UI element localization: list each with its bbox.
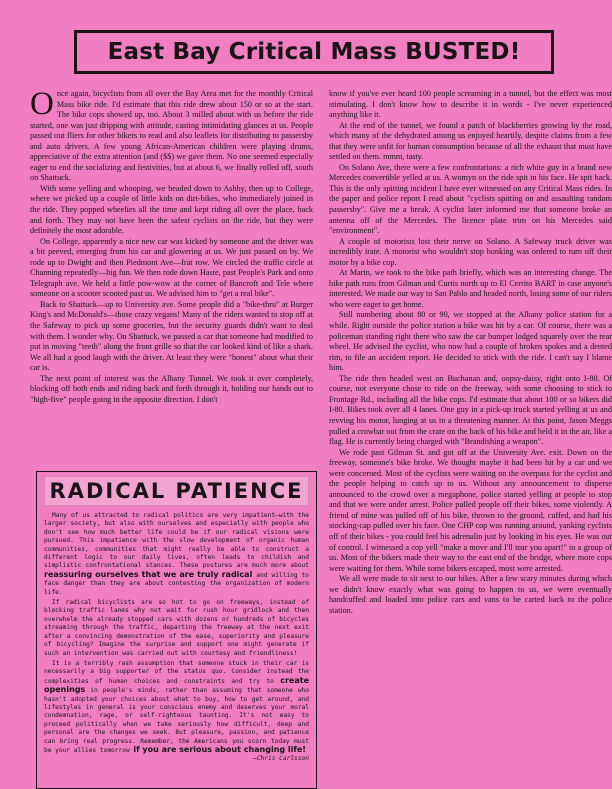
- article-paragraph: We all were made to sit next to our bikes. After a few scary minutes during which we didn't know exactly what was going to happen to us, we were eventually handcuffed and loaded into police cars and vans to be carted back to the police station.: [329, 574, 612, 615]
- article-paragraph: At Marin, we took to the bike path briefly, which was an interesting change. The bike path runs from Gilman and Curtis north up to El Cerrito BART in case anyone's interested. We made our way to San Pablo and headed north, losing some of our riders who were eager to get home.: [329, 268, 612, 309]
- right-column: [329, 89, 612, 785]
- article-paragraph: know if you've ever heard 100 people screaming in a tunnel, but the effect was most stimulating. I don't know how to describe it in words - I've never experienced anything like it.: [329, 89, 612, 120]
- article-paragraph: Still numbering about 80 or 90, we stopped at the Albany police station for a while. Right outside the police station a bike was hit by a car. Of course, there was a policeman standing right there who saw the car bumper lodged squarely over the rear wheel. He advised the cyclist, who now had a couple of broken spokes and a dented rim, to file an accident report. He decided to stick with the ride. I can't say I blame him.: [329, 310, 612, 373]
- sidebar-title: RADICAL PATIENCE: [49, 479, 304, 503]
- drop-cap: O: [30, 89, 54, 122]
- article-paragraph: At the end of the tunnel, we found a patch of blackberries growing by the road, which many of the dehydrated among us enjoyed heartily, despite claims from a few that they were unfit for human consumption because of all the exhaust that must have settled on them. mmm, tasty.: [329, 120, 612, 162]
- sidebar-body: [44, 512, 309, 763]
- sidebar-paragraph: It is a terribly rash assumption that someone stuck in their car is necessarily a big supporter of the status quo. Consider instead the complexities of human choices and constraints and try to create openings in people's minds, rather than assuming that someone who hasn't adopted your choices about what to buy, how to get around, and lifestyles in general is your conscious enemy and deserves your moral condemnation, rage, or self-righteous taunting. It's not easy to proceed politically when we take seriously how difficult, deep and personal are the changes we seek. But pleasure, passion, and patience can bring real progress. Remember, the Americans you scorn today must be your allies tomorrow if you are serious about changing life! —Chris Carlsson: [44, 659, 309, 763]
- article-paragraph: Once again, bicyclists from all over the Bay Area met for the monthly Critical Mass bike ride. I'd estimate that this ride drew about 150 or so at the start. The bike cops showed up, too. About 3 milled about with us before the ride started, one was just dripping with attitude, casting intimidating glances at us. People passed out fliers for other bikers to read and also leaflets for distributing to passersby and auto drivers. A few young African-American children were playing drums, appreciative of the extra attention (and ($$) we gave them. No one seemed especially eager to end the socializing and festivities, but at about 6, we finally rolled off, south on Shattuck.: [30, 89, 313, 183]
- article-paragraph: On Solano Ave, there were a few confrontations: a rich white guy in a brand new Mercedes convertible yelled at us. A womyn on the ride spit in his face. He spit back. This is the only spitting incident I have ever witnessed on any Critical Mass rides. In the paper and police report I read about "cyclists spitting on and assaulting random passersby". Give me a break. A cyclist later informed me that someone broke an antenna off of the Mercedes. The licence plate trim on his Mercedes said "environment".: [329, 162, 612, 236]
- sidebar-title-band: [44, 476, 309, 506]
- article-paragraph: The next point of interest was the Albany Tunnel. We took it over completely, blocking off both ends and riding back and forth through it, holding our hands out to "high-five" people going in the opposite direction. I don't: [30, 373, 313, 404]
- article-paragraph: With some yelling and whooping, we headed down to Ashby, then up to College, where we picked up a couple of little kids on dirt-bikes, who immediately joined in the ride. They popped wheelies all the time and kept riding all over the place, back and forth. They may not have been the safest cyclists on the ride, but they were definitely the most adorable.: [30, 183, 313, 236]
- headline-box: [74, 30, 554, 74]
- article-paragraph: The ride then headed west on Buchanan and, oopsy-daisy, right onto I-80. Of course, not everyone chose to ride on the freeway, with some choosing to stick to Frontage Rd., including all the bike cops. I'd estimate that about 100 or so bikers did I-80. Bikes took over all 4 lanes. One guy in a pick-up truck started yelling at us and revving his motor, lunging at us in a threatening manner. At this point, Jason Meggs pulled a crowbar out from the crate on the back of his bike and held it in the air, like a flag. He is currently being charged with "Brandishing a weapon".: [329, 373, 612, 447]
- sidebar-paragraph: If radical bicyclists are so hot to go on freeways, instead of blocking traffic lanes why not wait for rush hour gridlock and then overwhelm the already stopped cars with dozens or hundreds of bicycles streaming through the traffic, departing the freeway at the next exit after a convincing demonstration of the ease, superiority and pleasure of bicycling? Imagine the surprise and support one might generate if such an intervention was carried out with courtesy and friendliness!: [44, 599, 309, 657]
- article-paragraph: Back to Shattuck—up to University ave. Some people did a "bike-thru" at Burger King's and McDonald's—those crazy vegans! Many of the riders wanted to stop off at the Safeway to pick up some groceries, but the security guards didn't want to deal with them. I wonder why. On Shattuck, we passed a car that someone had modified to put in moving "teeth" along the front grille so that the car looked kind of like a shark. We all had a good laugh with the driver. At least they were "honest" about what their car is.: [30, 299, 313, 373]
- left-column: [30, 89, 313, 467]
- article-paragraph: We rode past Gilman St. and got off at the University Ave. exit. Down on the freeway, someone's bike broke. We thought maybe it had been hit by a car and we were concerned. Most of the cyclists were waiting on the overpass for the cyclist and the people helping to catch up to us. Without any announcement to disperse announced to the crowd over a megaphone, police started yelling at people to stop and that we were under arrest. Police pulled people off their bikes, some violently. A friend of mine was pulled off of his bike, thrown to the ground, cuffed, and had his stocking-cap pulled over his face. One CHP cop was running around, yanking cyclists off of their bikes - you could feel his adrenalin just by looking in his eyes. He was out of control. I witnessed a cop yell "make a move and I'll tear you apart!" to a group of us. Most of the bikers made their way to the east end of the bridge, where more cops were waiting for them. While some bikers escaped, most were arrested.: [329, 447, 612, 573]
- newsletter-page: [16, 14, 612, 776]
- byline: —Chris Carlsson: [253, 755, 309, 763]
- headline: East Bay Critical Mass BUSTED!: [107, 39, 521, 65]
- sidebar-paragraph: Many of us attracted to radical politics are very impatient—with the larger society, but also with ourselves and especially with people who don't see how much better life could be if our radical visions were pursued. This impatience with the slow development of organic human communities, communities that might really be able to construct a different logic to our daily lives, often leads to childish and simplistic confrontational stances. These postures are much more about reassuring ourselves that we are truly radical and willing to face danger than they are about contesting the organization of modern life.: [44, 512, 309, 596]
- article-paragraph: A couple of motorists lost their nerve on Solano. A Safeway truck driver was incredibly irate. A motorist who wouldn't stop honking was ordered to turn off their motor by a bike cop.: [329, 236, 612, 267]
- radical-patience-sidebar: [36, 471, 317, 789]
- article-paragraph: On College, apparently a nice new car was kicked by someone and the driver was a bit peeved, emerging from his car and glowering at us. We just passed on by. We rode up to Dwight and then Piedmont Ave—frat row. We circled the traffic circle at Channing repeatedly—big fun. We then rode down Haste, past People's Park and onto Telegraph ave. We held a little pow-wow at the corner of Bancroft and Tele where someone on a scooter scooted past us. We advised him to "get a real bike".: [30, 236, 313, 299]
